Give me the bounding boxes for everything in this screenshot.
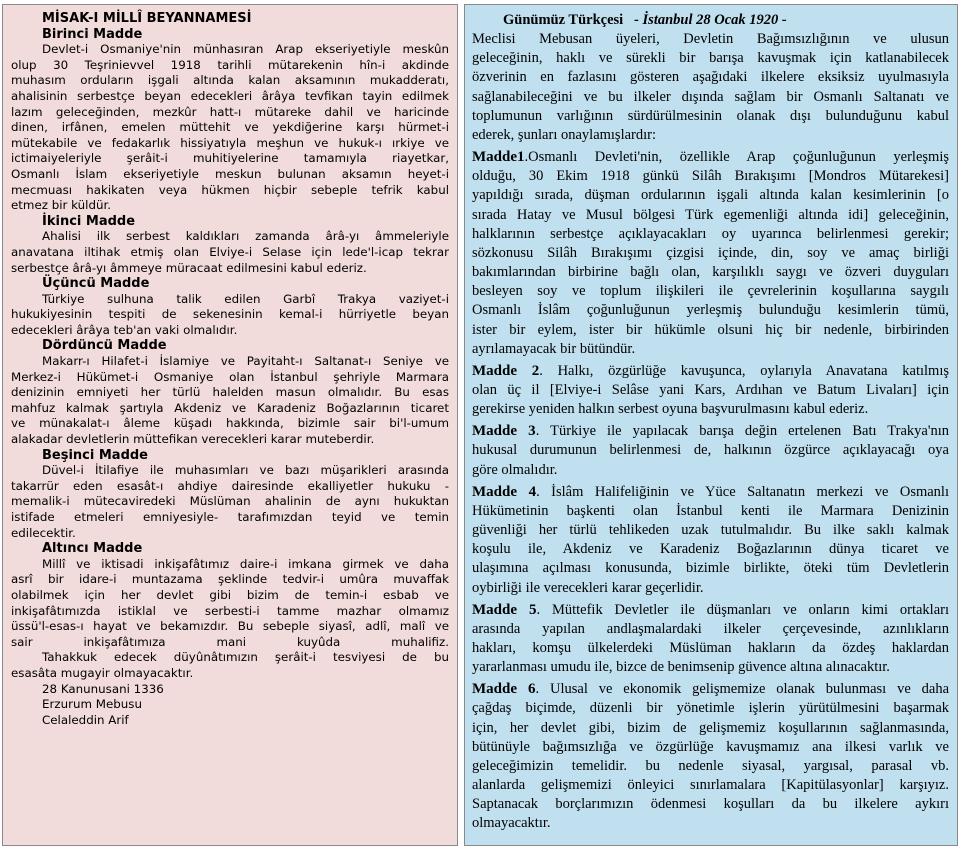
article-first-line [472,680,949,699]
article-text-line: ve münakalat-ı âleme küşadı hakkında, bizimle sair bi'l-umum [11,416,449,431]
article-text-line: edilecektir. [11,525,76,540]
intro-text-line: Meclisi Mebusan üyeleri, Devletin Bağımsızlığının ve ulusun [472,31,949,48]
article-text-line: alakadar devletlerin müttefikan verecekleri karar muteberdir. [11,432,375,447]
signature-line: 28 Kanunusani 1336 [42,681,164,696]
article-text-line: Osmanlı İslâm çoğunluğunun yerleşmiş bulunduğu kesimlerin tümü, [472,302,949,319]
article-label: Madde1 [472,149,525,166]
article-text-line: halklarının serbestçe açıklayacakları oy uyarınca belirlenmesi gerekir; [472,225,949,242]
article-first-line [472,362,949,381]
article-text-line: oybirliği ile verecekleri karar geçerlidir. [472,579,704,596]
article-text-line: Ahalisi ilk serbest kaldıkları zamanda ârâ-yı âmmeleriyle [42,229,449,244]
translation-date: - İstanbul 28 Ocak 1920 - [634,12,787,28]
article-heading: Birinci Madde [42,26,143,42]
article-text-line: alanlarda gelişmemizi önleyici sınırlamalara [Kapitülasyonlar] karşıyız. [472,777,949,794]
article-text-line: ulaşımına açılması konusunda, bizimle birlikte, öteki tüm Devletlerin [472,560,949,577]
article-text-line: Düvel-i İtilafiye ile muhasımları ve bazı müşarikleri arasında [42,463,449,478]
article-text-line: gerekirse yeniden halkın serbest oyuna başvurulmasını kabul ederiz. [472,401,869,418]
article-text-line: yararlanması umudu ile, bizce de benimsenip güvence altına alınacaktır. [472,659,890,676]
article-text-line: hukukiyesinin tespiti de sekenesinin kemal-i hürriyetle beyan [11,307,449,322]
article-heading: Beşinci Madde [42,447,148,463]
article-text-line: Türkiye sulhuna talik edilen Garbî Trakya vaziyet-i [42,291,449,306]
article-heading: Altıncı Madde [42,541,143,557]
translation-articles [472,148,949,833]
article-text-line: olabilmek için her devlet gibi bizim de temin-i esbab ve [11,587,449,602]
article-text-line: sırada Hatay ve Musul bölgesi Türk egemenliği altında idi] geleceğinin, [472,206,949,223]
original-text-panel [2,4,458,846]
article-text-line: çağdaş biçimde, düzenli bir yönetimle işlerin yürütülmesini başarmak [472,700,949,717]
article-text-line: sair inkişafâtımıza mani kuyûda muhalifiz. [11,634,449,649]
article-label: Madde 5 [472,601,537,618]
article-text-line: arasında yapılan andlaşmalardaki ilkeler çerçevesinde, azınlıkların [472,620,949,637]
article-text: .Osmanlı Devleti'nin, özellikle Arap çoğunluğunun yerleşmiş [524,149,949,166]
article-text-line: Devlet-i Osmaniye'nin münhasıran Arap ekseriyetiyle meskûn [42,42,449,57]
article-text-line: istifade etmeleri emniyesiyle- tarafımızdan teyid ve temin [11,510,449,524]
article-text-line: mecmuası hakikaten veya hükmen hiçbir sebeple tefrik kabul [11,182,449,197]
article-text-line: takarrür eden esasât-ı ahdiye dairesinde ekalliyetler hukuku - [11,478,449,493]
article-text-line: olmayacaktır. [472,815,551,832]
article-text-line: güvenliği her türlü tehlikeden uzak tutulmalıdır. Bu ilke saklı kalmak [472,522,949,539]
article-text-line: ictimaiyeleriyle şerâit-i muhitiyelerine tamamıyla riayetkar, [11,151,449,166]
article-heading: Üçüncü Madde [42,276,150,292]
translation-title: Günümüz Türkçesi [503,12,624,28]
article-first-line [472,422,949,441]
article-text-line: mütekabile ve fedakarlık hissiyatıyla meşhun ve hukuk-ı ırkiye ve [11,135,449,150]
article-text-line: yapıldığı sırada, düşman ordularının işgali altında kalan kesimlerinin [o [472,187,949,204]
article-text-line: Osmanlı İslam ekseriyetiyle meskun bulunan aksamın heyet-i [11,166,449,181]
intro-text-line: özverinin en fazlasını gösteren aşağıdaki ilkelere eksiksiz uyulmasıyla [472,69,949,86]
article-text-line: üssü'l-esas-ı hayat ve bekamızdır. Bu sebeple siyasî, adlî, malî ve [11,619,449,634]
intro-text-line: ederek, şunları onaylamışlardır: [472,126,657,143]
article-text-line: Makarr-ı Hilafet-i İslamiye ve Payitaht-ı Saltanat-ı Seniye ve [42,354,449,369]
article-text-line: denizinin emniyeti her türlü halelden masun olmalıdır. Bu esas [11,385,449,400]
article-label: Madde 2 [472,362,540,379]
article-text-line: asrî bir idare-i muntazama şeklinde tedvir-i umûra muvaffak [11,572,449,587]
article-label: Madde 6 [472,681,536,698]
article-text-line: dinen, irfânen, emelen müttehit ve yekdiğerine karşı hürmet-i [11,120,449,135]
article-text: . Ulusal ve ekonomik gelişmemize olanak bulunması ve daha [535,681,950,698]
article-text-line: Hükümetinin başkenti olan İstanbul kenti ile Marmara Denizinin [472,502,949,519]
article-text-line: için, her devlet gibi, bizim de gelişmemiz koşullarının sağlanmasında, [472,719,949,736]
article-text-line: muhasım orduların işgali altında kalan aksamının mukadderatı, [11,73,449,88]
article-text-line: Saptanacak borçlarımızın ödenmesi koşulları da bu ilkelere aykırı [472,796,949,813]
translation-header [472,11,949,30]
article-text-line: esasâta mugayir olmayacaktır. [11,665,194,680]
article-text: . İslâm Halifeliğinin ve Yüce Saltanatın merkezi ve Osmanlı [536,483,949,500]
article-text: . Halkı, özgürlüğe kavuşunca, oylarıyla Anavatana katılmış [539,362,950,379]
article-heading: İkinci Madde [42,213,136,229]
article-first-line [472,483,949,502]
article-label: Madde 3 [472,423,536,440]
signature-block [11,682,449,729]
article-text-line: koşulu ile, Akdeniz ve Karadeniz Boğazlarının dünya ticaret ve [472,541,949,558]
article-text-line: serbestçe ârâ-yı âmmeye müracaat edilmesini kabul ederiz. [11,260,367,275]
original-articles [11,27,449,682]
article-text-line: sözkonusu Silâh Bırakışımı çizgisi içinde, din, soy ve amaç birliği [472,244,949,261]
article-text-line: ahalisinin serbestçe beyan edecekleri ârâya tevfikan tayin edilmek [11,88,449,103]
article-text-line: Millî ve iktisadi inkişafâtımız daire-i imkana girmek ve daha [42,556,449,571]
article-text-line: mahfuz kalmak şartıyla Akdeniz ve Karadeniz Boğazlarının ticaret [11,400,449,415]
article-text-line: inkişafâtımızda istiklal ve serbesti-i tamme mazhar olmamız [11,603,449,618]
article-text-line: etmez bir küldür. [11,198,112,213]
modern-translation-panel [464,4,958,846]
article-text-line: bütünüyle bağımsızlığa ve özgürlüğe kavuşmamız ana ilkesi varlık ve [472,738,949,755]
article-text-line: göre olmalıdır. [472,461,558,478]
article-text: . Türkiye ile yapılacak barışa değin ertelenen Batı Trakya'nın [535,423,949,440]
intro-text-line: toplumunun varlığının sürdürülmesinin olanak dışı bulunduğunu kabul [472,107,949,124]
article-text-line: olan üç il [Elviye-i Selâse yani Kars, Ardıhan ve Batum Livaları] için [472,381,949,398]
article-text-line: olup 30 Teşrinievvel 1918 tarihli mütarekenin hîn-i akdinde [11,57,449,72]
intro-text-line: geleceğinin, haklı ve sürekli bir barışa kavuşmak için katlanabilecek [472,50,949,67]
article-text-line: Merkez-i Hükümet-i Osmaniye olan İstanbul şehriyle Marmara [11,369,449,384]
article-text-line: hakları, komşu ülkelerdeki Müslüman hakların da özdeş haklardan [472,640,949,656]
signature-line: Celaleddin Arif [42,712,129,727]
article-text-line: edecekleri ârâya teb'an vaki olmalıdır. [11,322,238,337]
article-text-line: lazım geleceğinden, mezkûr hatt-ı mütareke dahil ve haricinde [11,104,449,119]
translation-intro [472,30,949,145]
article-text-line: bakımlarından birbirine bağlı olan, karşılıklı saygı ve özveri duyguları [472,264,949,281]
article-first-line [472,601,949,620]
article-text-line: geleceğimizin temelidir. bu nedenle siyasal, yargısal, parasal vb. [472,757,949,774]
article-text-line: olduğu, 30 Ekim 1918 günkü Silâh Bırakışımı [Mondros Mütarekesi] [472,168,949,185]
article-text-line: ister bir eylem, ister bir hükümle olsuni hiç bir nedenle, birbirinden [472,321,949,338]
article-text-line: anavatana iltihak etmiş olan Elviye-i Selase için lede'l-icap tekrar [11,244,449,259]
article-heading: Dördüncü Madde [42,338,167,354]
signature-line: Erzurum Mebusu [42,697,142,712]
article-first-line [472,148,949,167]
article-text-line: besleyen soy ve toplum ilişkileri ile çevrelerinin koşullarına saygılı [472,283,949,300]
intro-text-line: sağlanabileceğini ve bu ilkeler dışında sağlam bir Osmanlı Saltanatı ve [472,88,949,105]
article-text-line: Tahakkuk edecek düyûnâtımızın şerâit-i tesviyesi de bu [42,650,449,665]
article-label: Madde 4 [472,483,537,500]
article-text: . Müttefik Devletler ile düşmanları ve onların kimi ortakları [536,601,949,618]
article-text-line: hukusal durumunun belirlenmesi de, halkının özgürce açıklayacağı oya [472,442,949,459]
article-text-line: memalik-i mütecaviredeki Müslüman ahalinin de aynı hukuktan [11,494,449,509]
original-title: MİSAK-I MİLLÎ BEYANNAMESİ [42,11,252,26]
article-text-line: ayrılamayacak bir bütündür. [472,340,636,357]
